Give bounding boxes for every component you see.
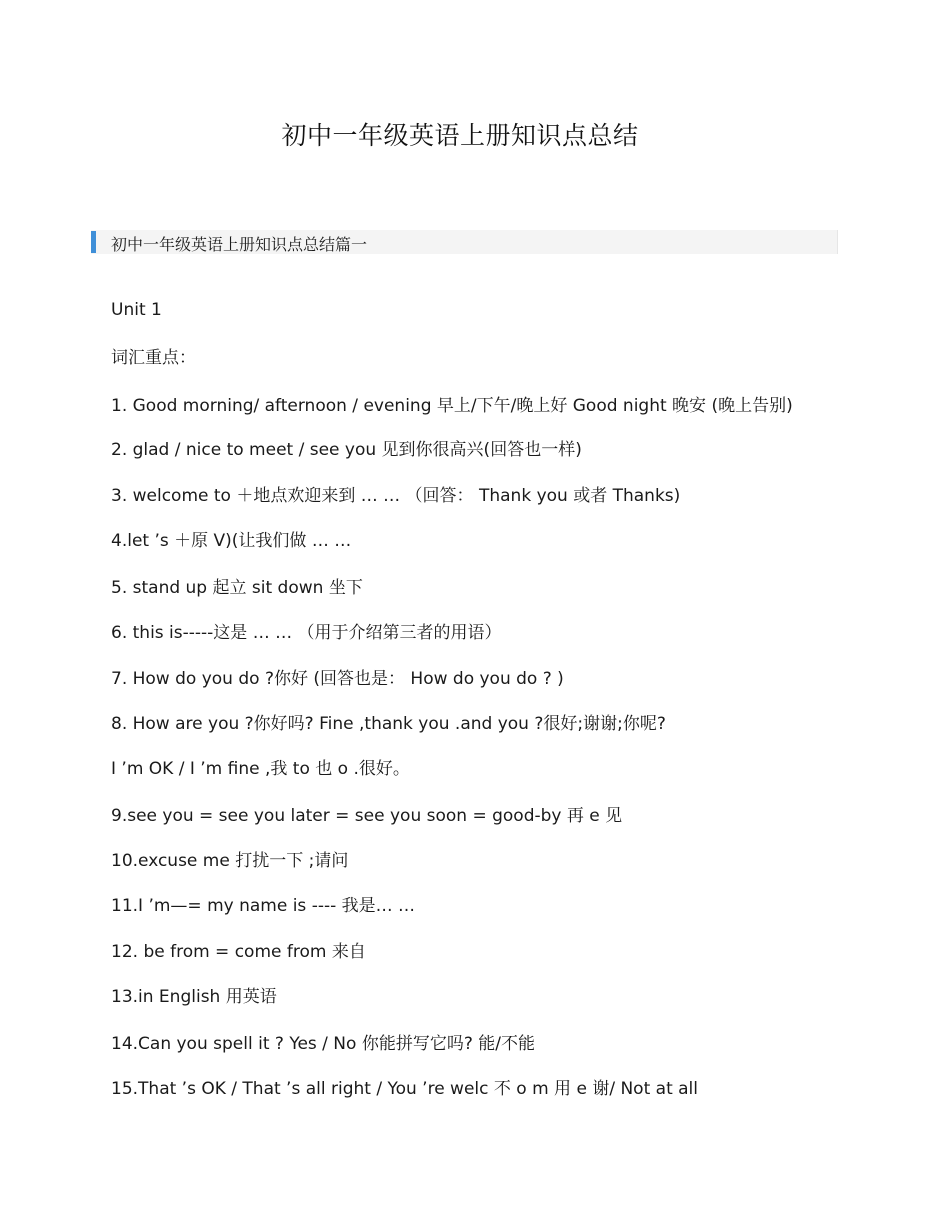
page-title: 初中一年级英语上册知识点总结 bbox=[281, 121, 639, 150]
text-line-15: 15.That ’s OK / That ’s all right / You ’re welc 不 o m 用 e 谢/ Not at all bbox=[111, 1079, 698, 1099]
section-heading: 初中一年级英语上册知识点总结篇一 bbox=[111, 235, 368, 254]
text-line-8: 8. How are you ?你好吗? Fine ,thank you .and you ?很好;谢谢;你呢? bbox=[111, 714, 666, 734]
text-line-7: 7. How do you do ?你好 (回答也是： How do you do ? ) bbox=[111, 669, 564, 689]
text-line-11: 11.I ’m—= my name is ---- 我是… … bbox=[111, 896, 416, 916]
text-line-10: 10.excuse me 打扰一下 ;请问 bbox=[111, 851, 349, 871]
text-line-12: 12. be from = come from 来自 bbox=[111, 942, 366, 962]
section-accent-bar bbox=[91, 231, 96, 253]
text-line-2: 2. glad / nice to meet / see you 见到你很高兴(回答也一样) bbox=[111, 440, 582, 460]
text-line-5: 5. stand up 起立 sit down 坐下 bbox=[111, 578, 363, 598]
section-heading-box bbox=[91, 230, 838, 254]
text-line-unit: Unit 1 bbox=[111, 300, 162, 320]
text-line-3: 3. welcome to ＋地点欢迎来到 … … （回答： Thank you 或者 Thanks) bbox=[111, 486, 681, 506]
text-line-8b: I ’m OK / I ’m fine ,我 to 也 o .很好。 bbox=[111, 759, 410, 779]
text-line-4: 4.let ’s ＋原 V)(让我们做 … … bbox=[111, 531, 352, 551]
text-line-vocab-heading: 词汇重点： bbox=[111, 348, 196, 368]
text-line-1: 1. Good morning/ afternoon / evening 早上/下午/晚上好 Good night 晚安 (晚上告别) bbox=[111, 396, 793, 416]
text-line-14: 14.Can you spell it ? Yes / No 你能拼写它吗? 能/不能 bbox=[111, 1034, 535, 1054]
text-line-6: 6. this is-----这是 … … （用于介绍第三者的用语） bbox=[111, 623, 502, 643]
text-line-13: 13.in English 用英语 bbox=[111, 987, 277, 1007]
text-line-9: 9.see you = see you later = see you soon = good-by 再 e 见 bbox=[111, 806, 623, 826]
